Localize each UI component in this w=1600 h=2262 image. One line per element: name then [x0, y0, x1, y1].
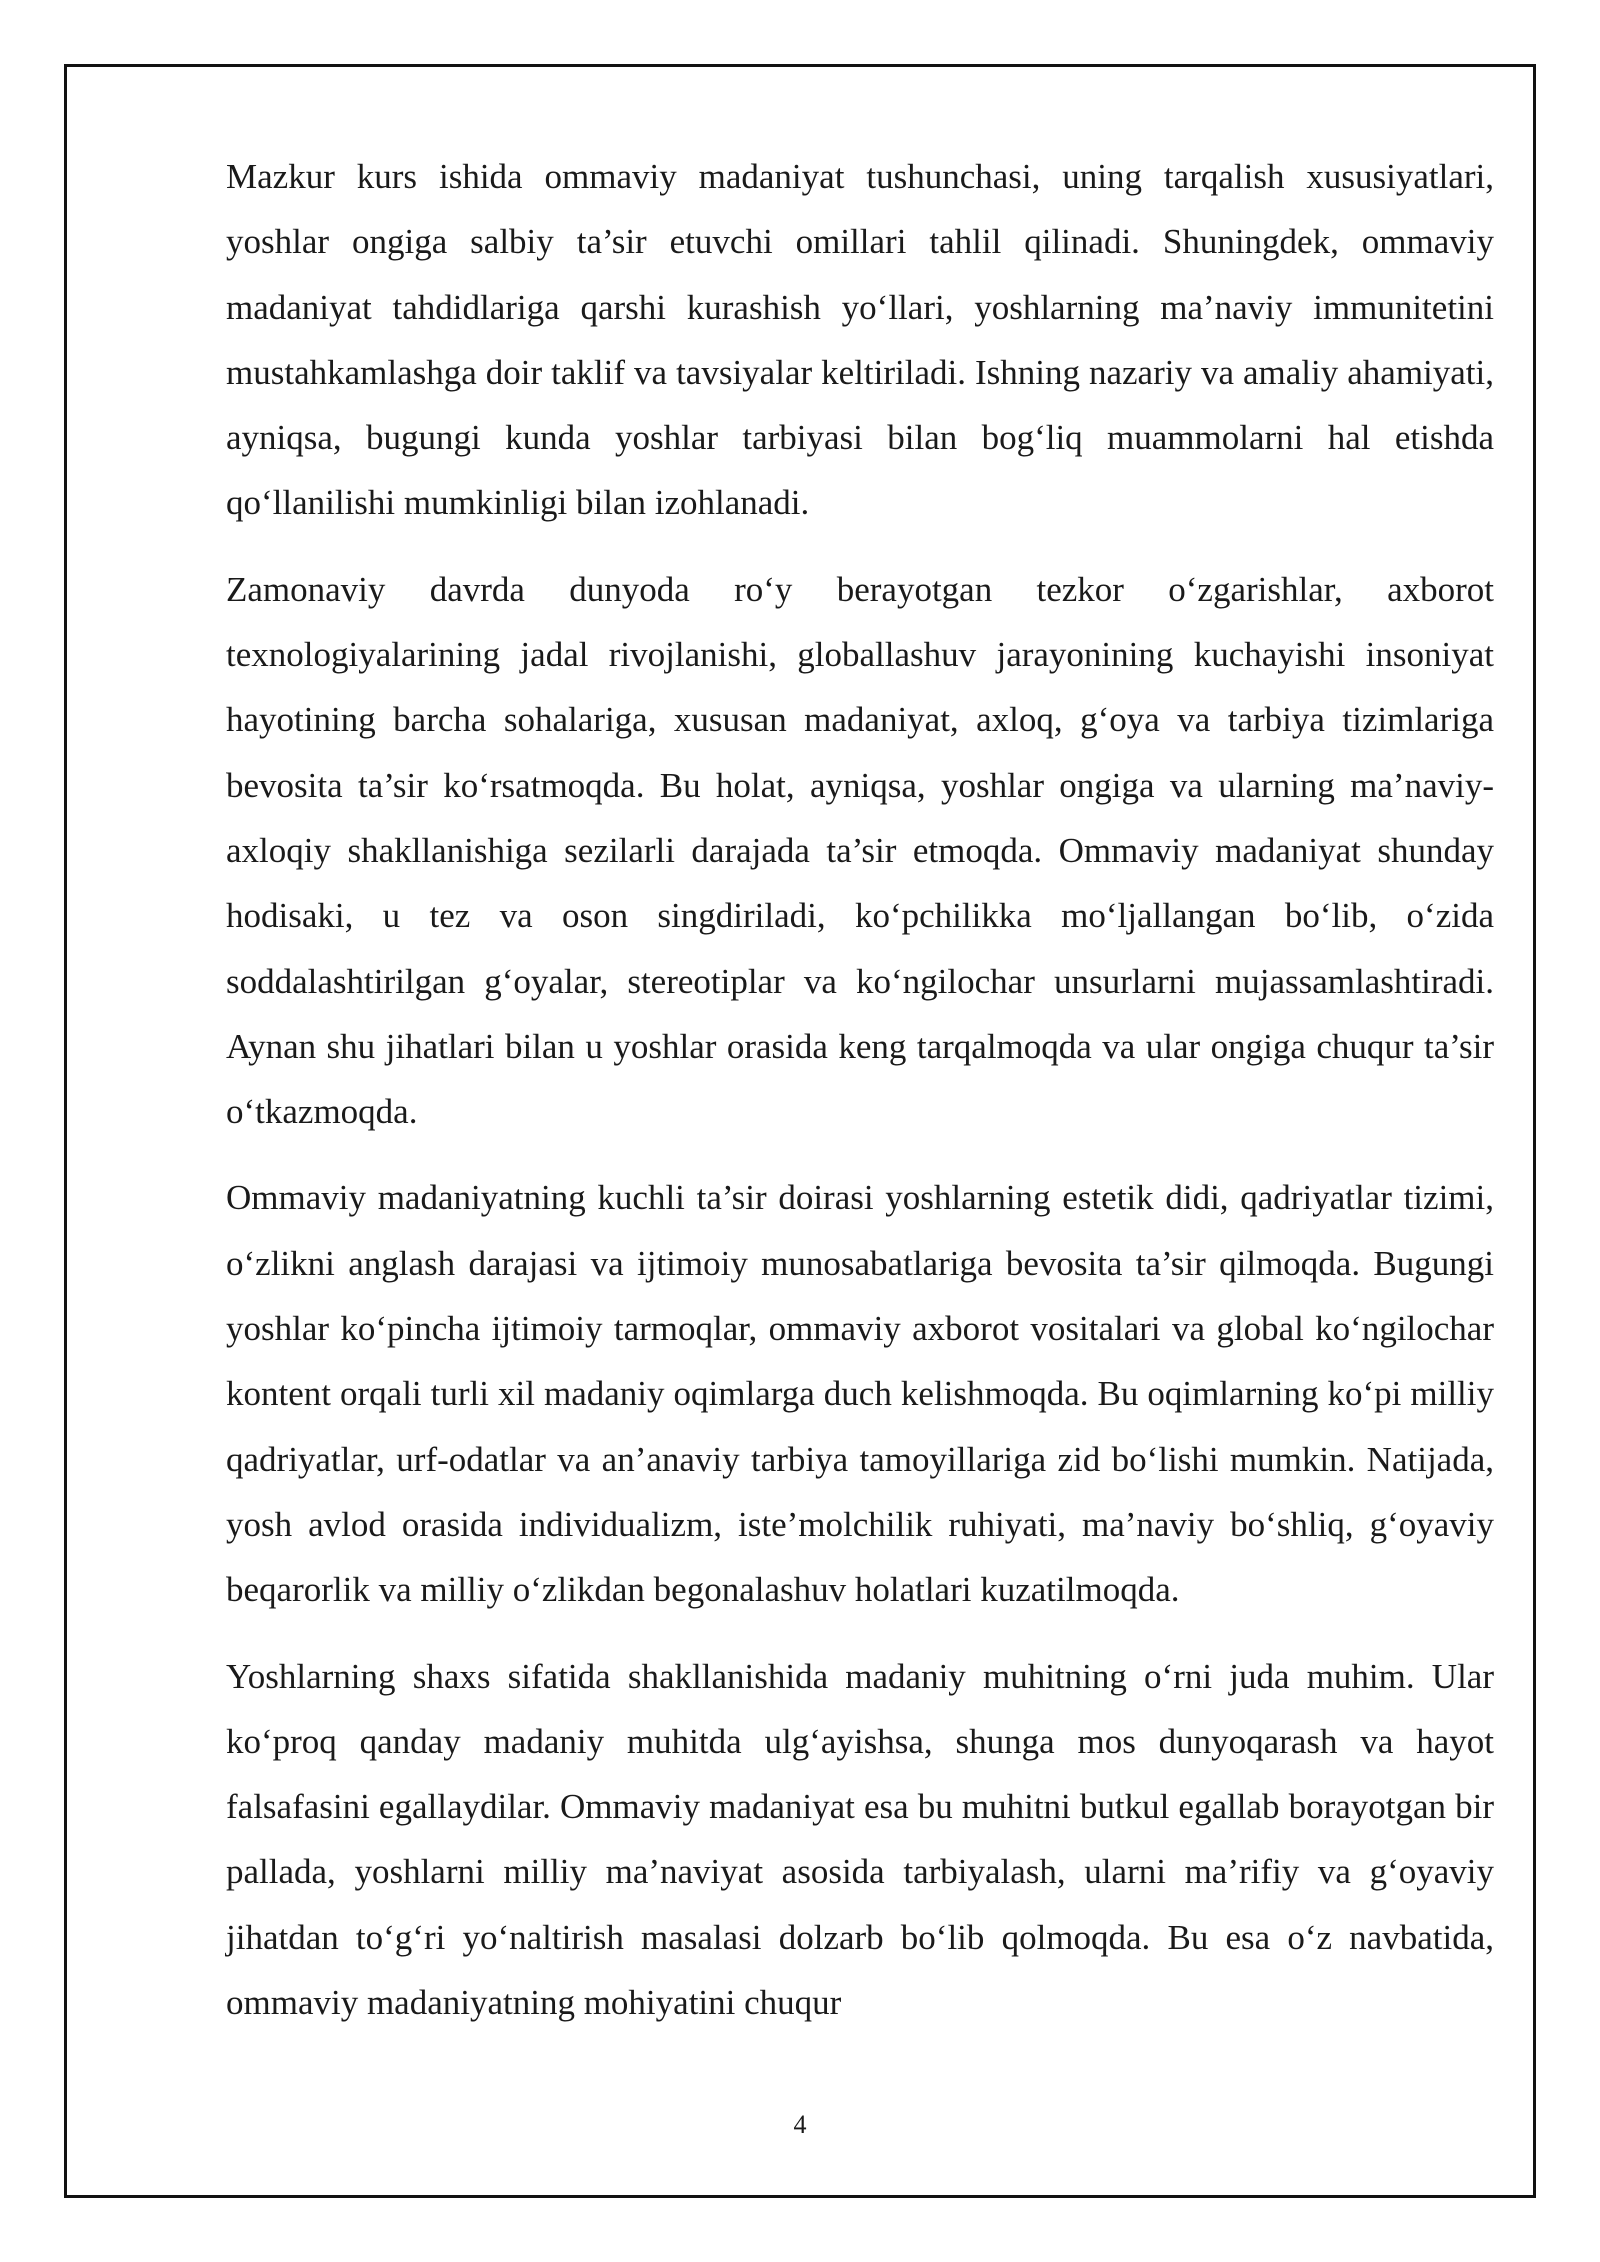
paragraph-1: Mazkur kurs ishida ommaviy madaniyat tushunchasi, uning tarqalish xususiyatlari, yoshlar ongiga salbiy ta’sir etuvchi omillari tahlil qilinadi. Shuningdek, ommaviy madaniyat tahdidlariga qarshi kurashish yo‘llari, yoshlarning ma’naviy immunitetini mustahkamlashga doir taklif va tavsiyalar keltiriladi. Ishning nazariy va amaliy ahamiyati, ayniqsa, bugungi kunda yoshlar tarbiyasi bilan bog‘liq muammolarni hal etishda qo‘llanilishi mumkinligi bilan izohlanadi.	[226, 157, 1494, 523]
paragraph-2: Zamonaviy davrda dunyoda ro‘y berayotgan tezkor o‘zgarishlar, axborot texnologiyalarining jadal rivojlanishi, globallashuv jarayonining kuchayishi insoniyat hayotining barcha sohalariga, xususan madaniyat, axloq, g‘oya va tarbiya tizimlariga bevosita ta’sir ko‘rsatmoqda. Bu holat, ayniqsa, yoshlar ongiga va ularning ma’naviy-axloqiy shakllanishiga sezilarli darajada ta’sir etmoqda. Ommaviy madaniyat shunday hodisaki, u tez va oson singdiriladi, ko‘pchilikka mo‘ljallangan bo‘lib, o‘zida soddalashtirilgan g‘oyalar, stereotiplar va ko‘ngilochar unsurlarni mujassamlashtiradi. Aynan shu jihatlari bilan u yoshlar orasida keng tarqalmoqda va ular ongiga chuqur ta’sir o‘tkazmoqda.	[226, 569, 1494, 1132]
paragraph-4: Yoshlarning shaxs sifatida shakllanishida madaniy muhitning o‘rni juda muhim. Ular ko‘proq qanday madaniy muhitda ulg‘ayishsa, shunga mos dunyoqarash va hayot falsafasini egallaydilar. Ommaviy madaniyat esa bu muhitni butkul egallab borayotgan bir pallada, yoshlarni milliy ma’naviyat asosida tarbiyalash, ularni ma’rifiy va g‘oyaviy jihatdan to‘g‘ri yo‘naltirish masalasi dolzarb bo‘lib qolmoqda. Bu esa o‘z navbatida, ommaviy madaniyatning mohiyatini chuqur	[226, 1656, 1494, 2023]
paragraph-3: Ommaviy madaniyatning kuchli ta’sir doirasi yoshlarning estetik didi, qadriyatlar tizimi, o‘zlikni anglash darajasi va ijtimoiy munosabatlariga bevosita ta’sir qilmoqda. Bugungi yoshlar ko‘pincha ijtimoiy tarmoqlar, ommaviy axborot vositalari va global ko‘ngilochar kontent orqali turli xil madaniy oqimlarga duch kelishmoqda. Bu oqimlarning ko‘pi milliy qadriyatlar, urf-odatlar va an’anaviy tarbiya tamoyillariga zid bo‘lishi mumkin. Natijada, yosh avlod orasida individualizm, iste’molchilik ruhiyati, ma’naviy bo‘shliq, g‘oyaviy beqarorlik va milliy o‘zlikdan begonalashuv holatlari kuzatilmoqda.	[226, 1178, 1494, 1610]
document-body	[226, 144, 1494, 2056]
page-number: 4	[793, 2110, 807, 2139]
